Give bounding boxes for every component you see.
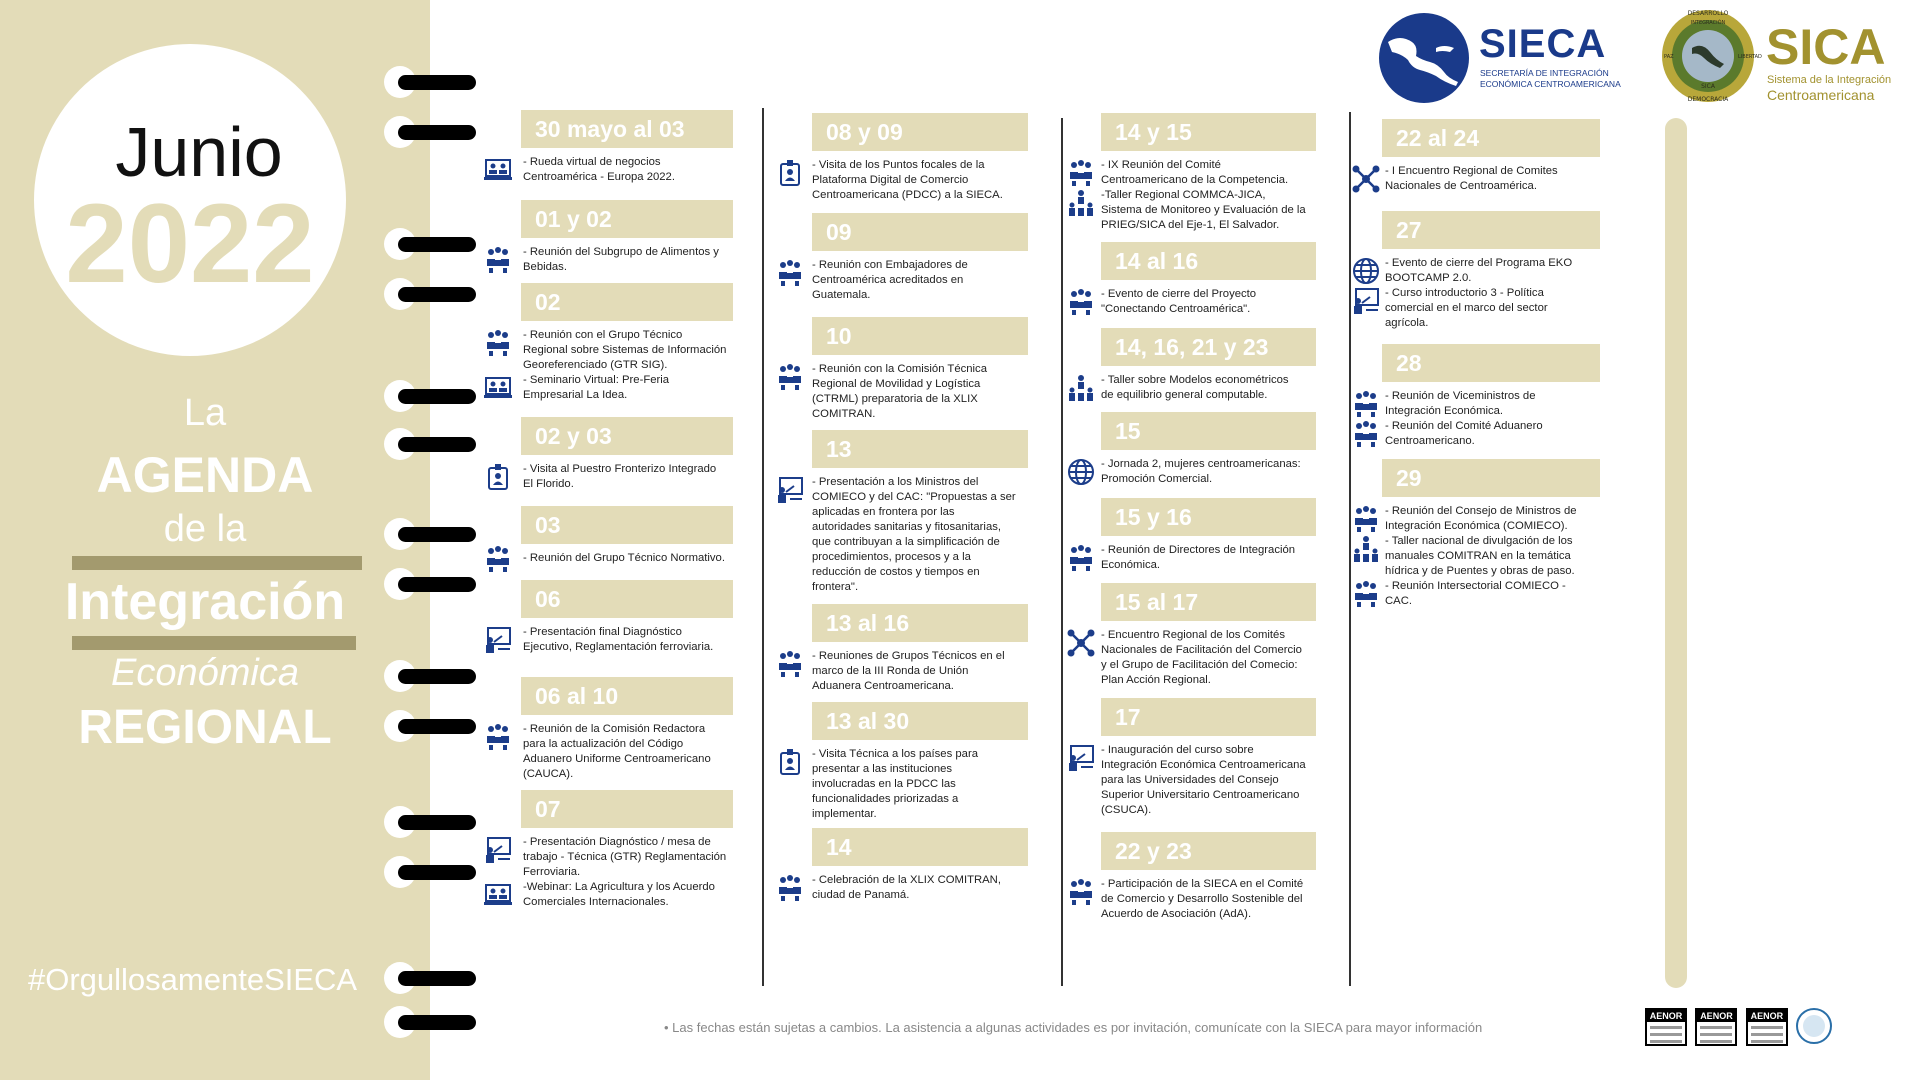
date-header: 15 [1101, 412, 1316, 450]
group-meeting-icon [484, 723, 512, 751]
event-text: - Visita Técnica a los países para presentar a las instituciones involucradas en la PDCC las funcionalidades priorizadas a implementar. [812, 748, 978, 820]
divider-bottom [72, 636, 356, 650]
workshop-icon [1352, 535, 1380, 563]
event-text: - Reunión de la Comisión Redactora para la actualización del Código Aduanero Uniforme Centroamericano (CAUCA). [523, 723, 711, 780]
network-icon [1352, 165, 1380, 193]
sieca-name: SIECA [1479, 22, 1607, 66]
event-text: - Reunión del Consejo de Ministros de Integración Económica (COMIECO). [1385, 505, 1577, 532]
sica-ring-text: DEMOCRACIA [1687, 96, 1729, 103]
date-header: 09 [812, 213, 1028, 251]
date-header: 17 [1101, 698, 1316, 736]
event-text: - Encuentro Regional de los Comités Nacionales de Facilitación del Comercio y el Grupo de Facilitación del Comecio: Plan Acción Regional. [1101, 629, 1302, 686]
sica-ring-text: INTEGRACIÓN [1690, 20, 1726, 26]
laptop-meeting-icon [484, 374, 512, 402]
event-text: -Taller Regional COMMCA-JICA, Sistema de Monitoreo y Evaluación de la PRIEG/SICA del Eje-1, El Salvador. [1101, 189, 1306, 231]
event-text: - Participación de la SIECA en el Comité de Comercio y Desarrollo Sostenible del Acuerdo de Asociación (AdA). [1101, 878, 1304, 920]
aenor-certificate-badge: AENOR [1695, 1008, 1737, 1046]
sieca-subtitle: SECRETARÍA DE INTEGRACIÓN [1480, 68, 1609, 78]
group-meeting-icon [776, 363, 804, 391]
date-header: 22 al 24 [1382, 119, 1600, 157]
event-text: - I Encuentro Regional de Comites Nacionales de Centroamérica. [1385, 165, 1558, 192]
presentation-icon [484, 626, 512, 654]
presentation-icon [1067, 744, 1095, 772]
column-divider [1349, 112, 1351, 986]
date-header: 29 [1382, 459, 1600, 497]
spiral-ring [384, 228, 476, 260]
presentation-icon [1352, 287, 1380, 315]
spiral-ring [384, 116, 476, 148]
event-text: -Webinar: La Agricultura y los Acuerdo Comerciales Internacionales. [523, 881, 715, 908]
spiral-ring [384, 278, 476, 310]
date-header: 13 [812, 430, 1028, 468]
event-text: - Seminario Virtual: Pre-Feria Empresarial La Idea. [523, 374, 670, 401]
laptop-meeting-icon [484, 156, 512, 184]
date-header: 14 al 16 [1101, 242, 1316, 280]
decorative-scrollbar [1665, 118, 1687, 988]
event-text: - Presentación a los Ministros del COMIECO y del CAC: "Propuestas a ser aplicadas en frontera por las autoridades sanitarias y fitosanitarias, que contribuyan a la simplificación de procedimientos, procesos y a la reducción de costos y tiempos en frontera". [812, 476, 1016, 593]
presentation-icon [484, 836, 512, 864]
group-meeting-icon [1067, 544, 1095, 572]
event-text: - Reunión del Comité Aduanero Centroamericano. [1385, 420, 1543, 447]
aenor-certificate-badge: AENOR [1746, 1008, 1788, 1046]
event-text: - Presentación final Diagnóstico Ejecutivo, Reglamentación ferroviaria. [523, 626, 714, 653]
date-header: 02 [521, 283, 733, 321]
event-text: - Presentación Diagnóstico / mesa de trabajo - Técnica (GTR) Reglamentación Ferroviaria. [523, 836, 727, 878]
hashtag: #OrgullosamenteSIECA [28, 962, 358, 997]
event-text: - Visita al Puestro Fronterizo Integrado El Florido. [523, 463, 717, 490]
spiral-ring [384, 1006, 476, 1038]
date-header: 28 [1382, 344, 1600, 382]
spiral-ring [384, 518, 476, 550]
event-text: - Rueda virtual de negocios Centroamérica - Europa 2022. [523, 156, 675, 183]
presentation-icon [776, 476, 804, 504]
date-header: 14 y 15 [1101, 113, 1316, 151]
event-text: - IX Reunión del Comité Centroamericano de la Competencia. [1101, 159, 1289, 186]
group-meeting-icon [1067, 288, 1095, 316]
workshop-icon [1067, 189, 1095, 217]
event-text: - Taller nacional de divulgación de los manuales COMITRAN en la temática hídrica y de Puentes y obras de paso. [1385, 535, 1575, 577]
event-text: - Reunión del Grupo Técnico Normativo. [523, 552, 725, 564]
date-header: 10 [812, 317, 1028, 355]
sica-seal-icon [1660, 8, 1762, 104]
network-icon [1067, 629, 1095, 657]
spiral-ring [384, 710, 476, 742]
spiral-ring [384, 856, 476, 888]
title-de-la: de la [163, 508, 247, 550]
date-header: 07 [521, 790, 733, 828]
footnote-text: Las fechas están sujetas a cambios. La asistencia a algunas actividades es por invitación, comunícate con la SIECA para mayor información [672, 1020, 1483, 1035]
event-text: - Celebración de la XLIX COMITRAN, ciudad de Panamá. [812, 874, 1001, 901]
group-meeting-icon [484, 246, 512, 274]
date-header: 15 al 17 [1101, 583, 1316, 621]
event-text: - Reunión de Viceministros de Integración Económica. [1385, 390, 1536, 417]
aenor-certificate-badge: AENOR [1645, 1008, 1687, 1046]
bullet-icon: • [664, 1020, 673, 1035]
id-badge-icon [776, 748, 804, 776]
date-header: 01 y 02 [521, 200, 733, 238]
event-text: - Reuniones de Grupos Técnicos en el marco de la III Ronda de Unión Aduanera Centroamericana. [812, 650, 1005, 692]
event-text: - Visita de los Puntos focales de la Plataforma Digital de Comercio Centroamericana (PDCC) a la SIECA. [812, 159, 1003, 201]
date-header: 06 al 10 [521, 677, 733, 715]
date-header: 14, 16, 21 y 23 [1101, 328, 1316, 366]
date-header: 30 mayo al 03 [521, 110, 733, 148]
left-panel [0, 0, 430, 1080]
group-meeting-icon [1067, 878, 1095, 906]
event-text: - Jornada 2, mujeres centroamericanas: Promoción Comercial. [1101, 458, 1301, 485]
sica-logo [1660, 8, 1910, 108]
date-header: 27 [1382, 211, 1600, 249]
title-integracion: Integración [64, 573, 346, 631]
sieca-subtitle: ECONÓMICA CENTROAMERICANA [1480, 79, 1621, 89]
event-text: - Reunión con el Grupo Técnico Regional sobre Sistemas de Información Georeferenciado (GTR SIG). [523, 329, 727, 371]
spiral-ring [384, 568, 476, 600]
title-agenda: AGENDA [96, 447, 314, 503]
date-header: 02 y 03 [521, 417, 733, 455]
sica-subtitle: Sistema de la Integración [1767, 74, 1892, 86]
spiral-ring [384, 66, 476, 98]
event-text: - Reunión con la Comisión Técnica Regional de Movilidad y Logística (CTRML) preparatoria de la XLIX COMITRAN. [812, 363, 987, 420]
event-text: - Evento de cierre del Proyecto "Conectando Centroamérica". [1101, 288, 1257, 315]
group-meeting-icon [776, 874, 804, 902]
date-header: 08 y 09 [812, 113, 1028, 151]
date-header: 14 [812, 828, 1028, 866]
sica-name: SICA [1766, 19, 1886, 75]
id-badge-icon [776, 159, 804, 187]
event-text: - Curso introductorio 3 - Política comercial en el marco del sector agrícola. [1385, 287, 1548, 329]
group-meeting-icon [776, 259, 804, 287]
group-meeting-icon [1352, 505, 1380, 533]
column-divider [1061, 118, 1063, 986]
sica-ring-text: LIBERTAD [1738, 54, 1762, 60]
globe-icon [1067, 458, 1095, 486]
date-header: 03 [521, 506, 733, 544]
event-text: - Evento de cierre del Programa EKO BOOTCAMP 2.0. [1385, 257, 1573, 284]
spiral-ring [384, 962, 476, 994]
divider-top [72, 556, 362, 570]
column-divider [762, 108, 764, 986]
laptop-meeting-icon [484, 881, 512, 909]
event-text: - Inauguración del curso sobre Integración Económica Centroamericana para las Universidades del Consejo Superior Universitario Centroamericano (CSUCA). [1101, 744, 1306, 816]
year-title: 2022 [65, 181, 315, 306]
footnote [664, 1020, 1482, 1035]
date-header: 13 al 30 [812, 702, 1028, 740]
group-meeting-icon [776, 650, 804, 678]
date-header: 15 y 16 [1101, 498, 1316, 536]
group-meeting-icon [484, 545, 512, 573]
sica-ring-text: DESARROLLO [1687, 10, 1729, 17]
spiral-ring [384, 660, 476, 692]
title-regional: REGIONAL [78, 701, 332, 754]
sica-ring-text: PAZ [1664, 54, 1674, 60]
event-text: - Reunión Intersectorial COMIECO - CAC. [1385, 580, 1566, 607]
sieca-logo [1378, 10, 1638, 110]
title-economica: Económica [111, 652, 299, 694]
spiral-ring [384, 806, 476, 838]
date-header: 22 y 23 [1101, 832, 1316, 870]
sica-seal-text: SICA [1701, 83, 1715, 90]
spiral-ring [384, 380, 476, 412]
certification-badges [1645, 1008, 1832, 1046]
iqnet-seal-icon [1796, 1008, 1832, 1044]
group-meeting-icon [1352, 390, 1380, 418]
title-la: La [183, 392, 227, 434]
month-title: Junio [115, 113, 283, 191]
sica-subtitle: Centroamericana [1767, 87, 1875, 103]
globe-icon [1352, 257, 1380, 285]
workshop-icon [1067, 374, 1095, 402]
group-meeting-icon [1067, 159, 1095, 187]
date-header: 13 al 16 [812, 604, 1028, 642]
event-text: - Reunión de Directores de Integración Económica. [1101, 544, 1296, 571]
spiral-ring [384, 428, 476, 460]
id-badge-icon [484, 463, 512, 491]
group-meeting-icon [1352, 580, 1380, 608]
event-text: - Reunión del Subgrupo de Alimentos y Bebidas. [523, 246, 719, 273]
group-meeting-icon [484, 329, 512, 357]
group-meeting-icon [1352, 420, 1380, 448]
date-header: 06 [521, 580, 733, 618]
event-text: - Taller sobre Modelos econométricos de equilibrio general computable. [1101, 374, 1289, 401]
event-text: - Reunión con Embajadores de Centroamérica acreditados en Guatemala. [812, 259, 968, 301]
sieca-map-icon [1378, 12, 1470, 104]
